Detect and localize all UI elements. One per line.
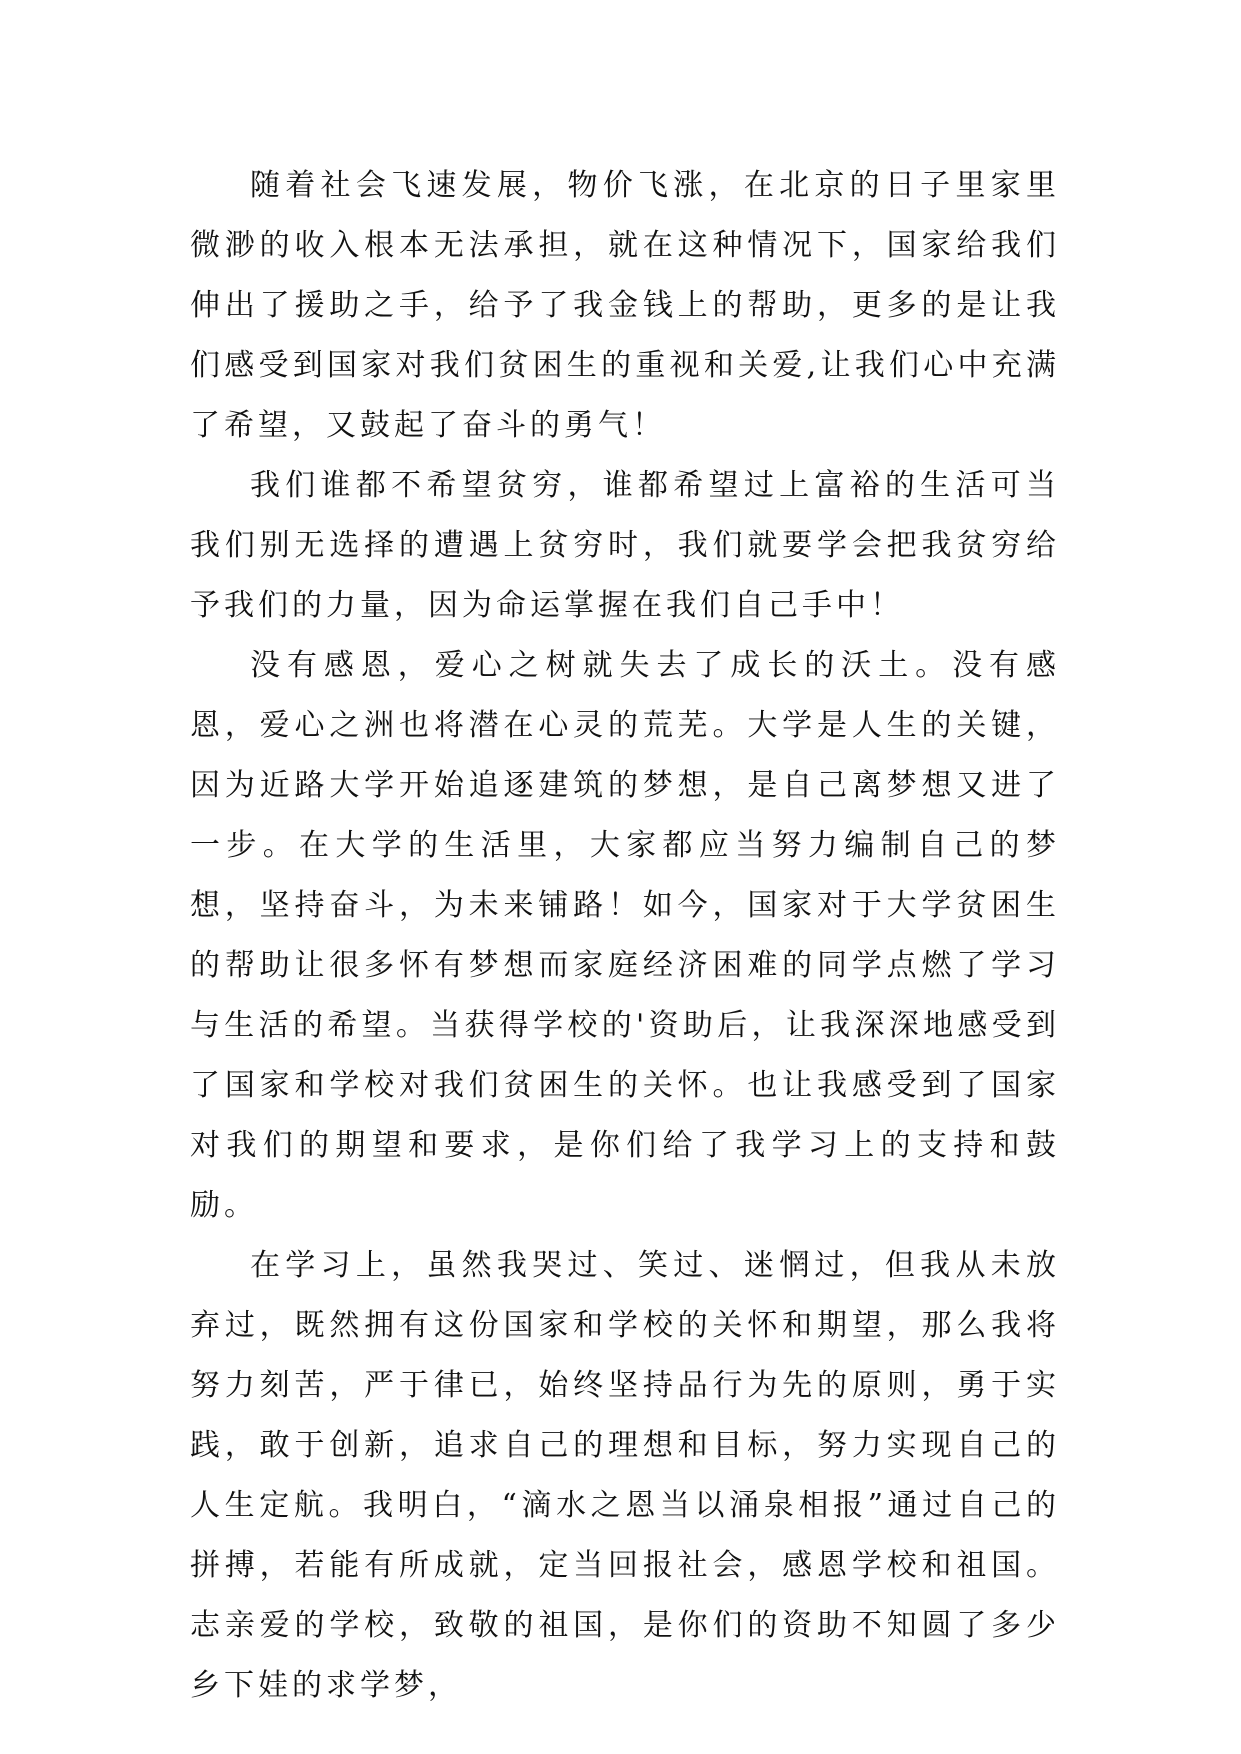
paragraph-1: 随着社会飞速发展，物价飞涨，在北京的日子里家里微渺的收入根本无法承担，就在这种情况下，国家给我们伸出了援助之手，给予了我金钱上的帮助，更多的是让我们感受到国家对我们贫困生的重视和关爱,让我们心中充满了希望，又鼓起了奋斗的勇气！: [190, 168, 1060, 443]
document-body: [190, 156, 1060, 1716]
paragraph-2: 我们谁都不希望贫穷，谁都希望过上富裕的生活可当我们别无选择的遭遇上贫穷时，我们就要学会把我贫穷给予我们的力量，因为命运掌握在我们自己手中！: [190, 468, 1060, 623]
paragraph-4: 在学习上，虽然我哭过、笑过、迷惘过，但我从未放弃过，既然拥有这份国家和学校的关怀和期望，那么我将努力刻苦，严于律已，始终坚持品行为先的原则，勇于实践，敢于创新，追求自己的理想和目标，努力实现自己的人生定航。我明白，“滴水之恩当以涌泉相报”通过自己的拼搏，若能有所成就，定当回报社会，感恩学校和祖国。志亲爱的学校，致敬的祖国，是你们的资助不知圆了多少乡下娃的求学梦，: [190, 1248, 1060, 1703]
paragraph-3: 没有感恩，爱心之树就失去了成长的沃土。没有感恩，爱心之洲也将潜在心灵的荒芜。大学是人生的关键，因为近路大学开始追逐建筑的梦想，是自己离梦想又进了一步。在大学的生活里，大家都应当努力编制自己的梦想，坚持奋斗，为未来铺路！如今，国家对于大学贫困生的帮助让很多怀有梦想而家庭经济困难的同学点燃了学习与生活的希望。当获得学校的'资助后，让我深深地感受到了国家和学校对我们贫困生的关怀。也让我感受到了国家对我们的期望和要求，是你们给了我学习上的支持和鼓励。: [190, 648, 1060, 1223]
